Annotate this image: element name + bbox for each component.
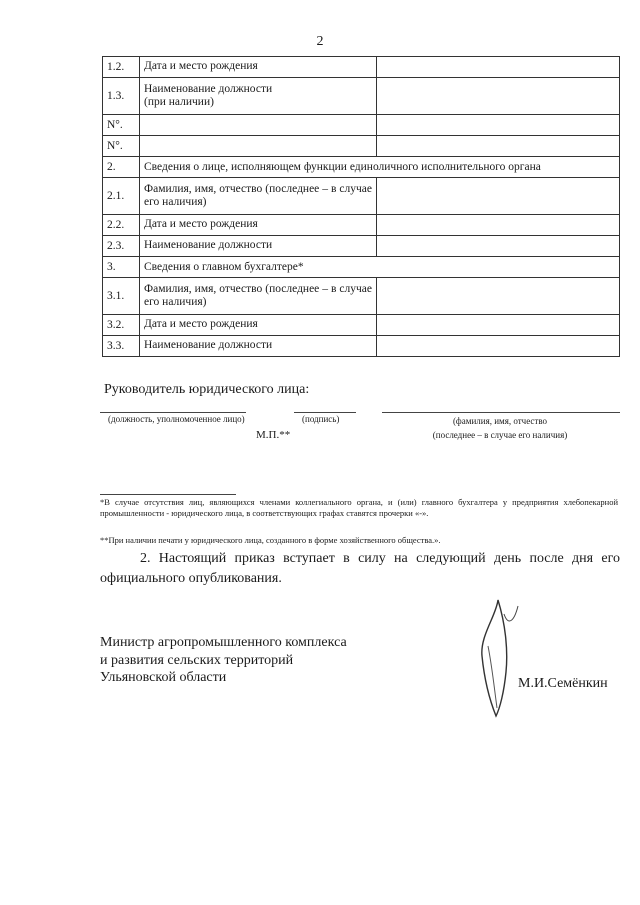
row-value-cell bbox=[377, 115, 620, 136]
info-table bbox=[102, 56, 620, 357]
row-number: 1.3. bbox=[103, 78, 140, 115]
row-number: 2.2. bbox=[103, 215, 140, 236]
row-value-cell bbox=[377, 136, 620, 157]
row-number: 3.3. bbox=[103, 336, 140, 357]
row-label: Наименование должности bbox=[140, 236, 377, 257]
caption-position: (должность, уполномоченное лицо) bbox=[108, 414, 245, 424]
table-row bbox=[103, 336, 620, 357]
footnote-2: **При наличии печати у юридического лица, созданного в форме хозяйственного общества.». bbox=[100, 535, 441, 545]
table-row bbox=[103, 78, 620, 115]
row-number: 1.2. bbox=[103, 57, 140, 78]
row-value-cell bbox=[377, 78, 620, 115]
row-label: Дата и место рождения bbox=[140, 315, 377, 336]
row-label: Наименование должности bbox=[140, 336, 377, 357]
row-value-cell bbox=[377, 236, 620, 257]
head-label: Руководитель юридического лица: bbox=[104, 382, 310, 397]
table-row bbox=[103, 57, 620, 78]
table-row bbox=[103, 278, 620, 315]
stamp-placeholder: М.П.** bbox=[256, 429, 291, 441]
row-number: 3.2. bbox=[103, 315, 140, 336]
signature-line bbox=[294, 412, 356, 413]
page-number: 2 bbox=[316, 34, 324, 49]
row-value-cell bbox=[377, 178, 620, 215]
paragraph-2: 2. Настоящий приказ вступает в силу на следующий день после дня его официального опубликования. bbox=[100, 551, 620, 586]
row-value-cell bbox=[377, 57, 620, 78]
row-label: Фамилия, имя, отчество (последнее – в случае его наличия) bbox=[140, 178, 377, 215]
row-label bbox=[140, 136, 377, 157]
row-value-cell bbox=[377, 315, 620, 336]
table-row bbox=[103, 115, 620, 136]
footnote-1: *В случае отсутствия лиц, являющихся членами коллегиального органа, и (или) главного бухгалтера у предприятия хлебопекарной промышленности - юридического лица, в соответствующих графах ставятся прочерки «-». bbox=[100, 497, 618, 519]
footnote-rule bbox=[100, 494, 236, 495]
table-row bbox=[103, 136, 620, 157]
table-row bbox=[103, 178, 620, 215]
row-number: 2. bbox=[103, 157, 140, 178]
row-number: 2.3. bbox=[103, 236, 140, 257]
row-number: 2.1. bbox=[103, 178, 140, 215]
table-row bbox=[103, 257, 620, 278]
name-line bbox=[382, 412, 620, 413]
row-label bbox=[140, 115, 377, 136]
row-value-cell bbox=[377, 215, 620, 236]
signatory-title: Министр агропромышленного комплекса и развития сельских территорий Ульяновской области bbox=[100, 635, 347, 685]
caption-signature: (подпись) bbox=[302, 414, 340, 424]
table-row bbox=[103, 315, 620, 336]
row-number: N°. bbox=[103, 115, 140, 136]
row-value-cell bbox=[377, 278, 620, 315]
table-row bbox=[103, 215, 620, 236]
row-label: Наименование должности (при наличии) bbox=[140, 78, 377, 115]
row-label: Фамилия, имя, отчество (последнее – в случае его наличия) bbox=[140, 278, 377, 315]
caption-name: (фамилия, имя, отчество (последнее – в случае его наличия) bbox=[432, 416, 568, 441]
position-line bbox=[100, 412, 246, 413]
row-label: Дата и место рождения bbox=[140, 215, 377, 236]
row-number: N°. bbox=[103, 136, 140, 157]
row-label: Сведения о главном бухгалтере* bbox=[140, 257, 620, 278]
row-number: 3.1. bbox=[103, 278, 140, 315]
row-number: 3. bbox=[103, 257, 140, 278]
table-row bbox=[103, 236, 620, 257]
signatory-name: М.И.Семёнкин bbox=[518, 676, 608, 691]
row-label: Дата и место рождения bbox=[140, 57, 377, 78]
table-row bbox=[103, 157, 620, 178]
row-value-cell bbox=[377, 336, 620, 357]
row-label: Сведения о лице, исполняющем функции единоличного исполнительного органа bbox=[140, 157, 620, 178]
handwritten-signature bbox=[468, 596, 528, 726]
